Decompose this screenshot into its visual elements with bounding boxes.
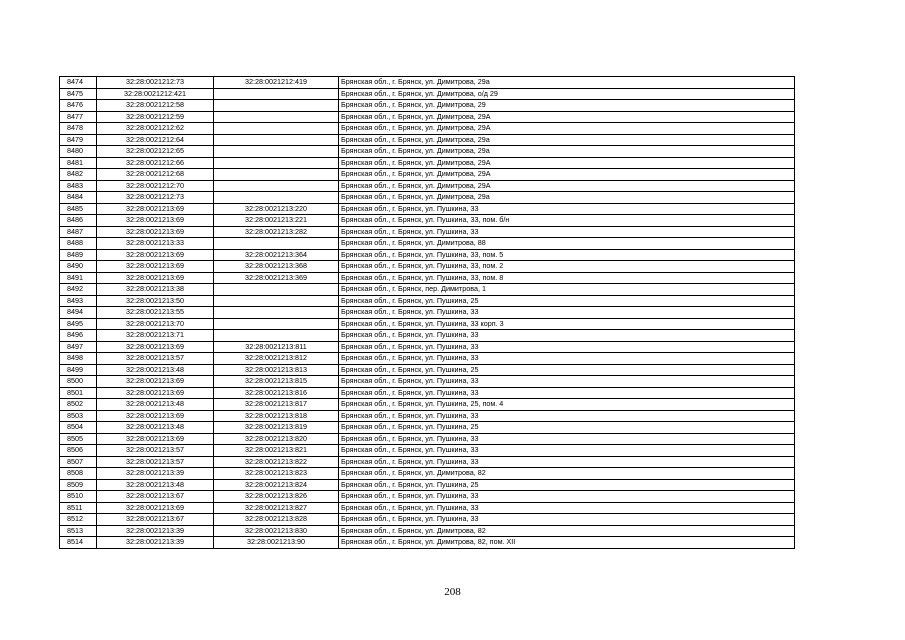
cell-object-cadastral-number: 32:28:0021213:282 — [214, 226, 339, 238]
table-row — [60, 410, 795, 422]
cell-row-number: 8498 — [60, 353, 97, 365]
table-row — [60, 456, 795, 468]
cell-object-cadastral-number: 32:28:0021213:364 — [214, 249, 339, 261]
cell-cadastral-number: 32:28:0021212:65 — [97, 146, 214, 158]
cell-row-number: 8494 — [60, 307, 97, 319]
cell-address: Брянская обл., г. Брянск, ул. Димитрова, 29А — [339, 180, 795, 192]
cell-row-number: 8499 — [60, 364, 97, 376]
cell-address: Брянская обл., г. Брянск, ул. Пушкина, 25 — [339, 364, 795, 376]
table-row — [60, 180, 795, 192]
cell-address: Брянская обл., г. Брянск, ул. Пушкина, 25 — [339, 295, 795, 307]
cell-object-cadastral-number — [214, 307, 339, 319]
cell-cadastral-number: 32:28:0021213:69 — [97, 433, 214, 445]
table-row — [60, 330, 795, 342]
cell-cadastral-number: 32:28:0021213:48 — [97, 422, 214, 434]
cell-row-number: 8501 — [60, 387, 97, 399]
table-row — [60, 261, 795, 273]
cell-row-number: 8508 — [60, 468, 97, 480]
table-row — [60, 376, 795, 388]
cell-row-number: 8488 — [60, 238, 97, 250]
table-row — [60, 514, 795, 526]
cell-row-number: 8491 — [60, 272, 97, 284]
cell-object-cadastral-number: 32:28:0021213:815 — [214, 376, 339, 388]
table-row — [60, 88, 795, 100]
cell-cadastral-number: 32:28:0021213:33 — [97, 238, 214, 250]
table-row — [60, 111, 795, 123]
cell-cadastral-number: 32:28:0021213:50 — [97, 295, 214, 307]
cell-object-cadastral-number — [214, 180, 339, 192]
cell-object-cadastral-number — [214, 318, 339, 330]
table-row — [60, 203, 795, 215]
cell-object-cadastral-number: 32:28:0021213:221 — [214, 215, 339, 227]
table-row — [60, 353, 795, 365]
table-row — [60, 364, 795, 376]
cell-object-cadastral-number — [214, 330, 339, 342]
cell-row-number: 8477 — [60, 111, 97, 123]
cell-object-cadastral-number: 32:28:0021213:813 — [214, 364, 339, 376]
table-row — [60, 387, 795, 399]
table-row — [60, 422, 795, 434]
table-row — [60, 169, 795, 181]
cell-row-number: 8514 — [60, 537, 97, 549]
cell-row-number: 8480 — [60, 146, 97, 158]
cell-object-cadastral-number: 32:28:0021213:816 — [214, 387, 339, 399]
cell-address: Брянская обл., г. Брянск, ул. Пушкина, 33 — [339, 514, 795, 526]
cell-row-number: 8483 — [60, 180, 97, 192]
table-row — [60, 215, 795, 227]
cell-row-number: 8479 — [60, 134, 97, 146]
cell-object-cadastral-number: 32:28:0021213:90 — [214, 537, 339, 549]
cell-row-number: 8495 — [60, 318, 97, 330]
cell-object-cadastral-number: 32:28:0021213:817 — [214, 399, 339, 411]
cell-address: Брянская обл., г. Брянск, ул. Пушкина, 33 — [339, 410, 795, 422]
cell-object-cadastral-number — [214, 134, 339, 146]
table-row — [60, 307, 795, 319]
cell-cadastral-number: 32:28:0021213:69 — [97, 341, 214, 353]
cell-address: Брянская обл., г. Брянск, ул. Пушкина, 25 — [339, 479, 795, 491]
table-row — [60, 537, 795, 549]
cell-cadastral-number: 32:28:0021213:48 — [97, 479, 214, 491]
cell-address: Брянская обл., г. Брянск, ул. Пушкина, 33 — [339, 376, 795, 388]
cell-cadastral-number: 32:28:0021213:69 — [97, 376, 214, 388]
cell-row-number: 8496 — [60, 330, 97, 342]
cell-row-number: 8478 — [60, 123, 97, 135]
table-row — [60, 445, 795, 457]
cell-object-cadastral-number — [214, 192, 339, 204]
cell-cadastral-number: 32:28:0021213:48 — [97, 399, 214, 411]
table-row — [60, 468, 795, 480]
cell-object-cadastral-number — [214, 100, 339, 112]
cell-cadastral-number: 32:28:0021212:64 — [97, 134, 214, 146]
cell-row-number: 8500 — [60, 376, 97, 388]
cell-address: Брянская обл., г. Брянск, ул. Димитрова, 82, пом. XII — [339, 537, 795, 549]
cell-row-number: 8506 — [60, 445, 97, 457]
cell-cadastral-number: 32:28:0021213:57 — [97, 353, 214, 365]
cell-row-number: 8504 — [60, 422, 97, 434]
cell-cadastral-number: 32:28:0021212:66 — [97, 157, 214, 169]
table-body — [60, 77, 795, 549]
cell-object-cadastral-number — [214, 238, 339, 250]
cell-address: Брянская обл., г. Брянск, ул. Димитрова, 29а — [339, 192, 795, 204]
cell-row-number: 8492 — [60, 284, 97, 296]
cell-cadastral-number: 32:28:0021213:55 — [97, 307, 214, 319]
cell-object-cadastral-number: 32:28:0021213:821 — [214, 445, 339, 457]
cell-row-number: 8489 — [60, 249, 97, 261]
cell-row-number: 8513 — [60, 525, 97, 537]
cell-address: Брянская обл., г. Брянск, ул. Пушкина, 33, пом. б/н — [339, 215, 795, 227]
cell-object-cadastral-number: 32:28:0021213:819 — [214, 422, 339, 434]
page-number: 208 — [444, 586, 461, 598]
cell-row-number: 8490 — [60, 261, 97, 273]
cell-address: Брянская обл., г. Брянск, ул. Димитрова, 29а — [339, 77, 795, 89]
cell-row-number: 8486 — [60, 215, 97, 227]
cell-address: Брянская обл., г. Брянск, ул. Пушкина, 33, пом. 5 — [339, 249, 795, 261]
table-row — [60, 502, 795, 514]
cell-cadastral-number: 32:28:0021212:73 — [97, 192, 214, 204]
cell-address: Брянская обл., г. Брянск, ул. Димитрова, 29 — [339, 100, 795, 112]
cell-cadastral-number: 32:28:0021213:38 — [97, 284, 214, 296]
cell-row-number: 8475 — [60, 88, 97, 100]
cell-object-cadastral-number: 32:28:0021213:828 — [214, 514, 339, 526]
cell-cadastral-number: 32:28:0021213:69 — [97, 261, 214, 273]
cell-address: Брянская обл., г. Брянск, ул. Димитрова, 88 — [339, 238, 795, 250]
cell-address: Брянская обл., г. Брянск, ул. Димитрова, 29А — [339, 123, 795, 135]
cell-object-cadastral-number — [214, 146, 339, 158]
cell-row-number: 8493 — [60, 295, 97, 307]
cell-cadastral-number: 32:28:0021213:39 — [97, 525, 214, 537]
cell-address: Брянская обл., г. Брянск, ул. Димитрова, 29а — [339, 146, 795, 158]
cell-object-cadastral-number — [214, 88, 339, 100]
cell-cadastral-number: 32:28:0021213:71 — [97, 330, 214, 342]
cell-address: Брянская обл., г. Брянск, ул. Пушкина, 25, пом. 4 — [339, 399, 795, 411]
cell-cadastral-number: 32:28:0021213:39 — [97, 537, 214, 549]
cell-address: Брянская обл., г. Брянск, ул. Пушкина, 33 — [339, 456, 795, 468]
table-row — [60, 157, 795, 169]
cell-object-cadastral-number: 32:28:0021212:419 — [214, 77, 339, 89]
cell-row-number: 8510 — [60, 491, 97, 503]
cell-cadastral-number: 32:28:0021212:68 — [97, 169, 214, 181]
cell-object-cadastral-number: 32:28:0021213:818 — [214, 410, 339, 422]
cell-address: Брянская обл., г. Брянск, ул. Пушкина, 33 корп. 3 — [339, 318, 795, 330]
cell-cadastral-number: 32:28:0021213:70 — [97, 318, 214, 330]
table-row — [60, 284, 795, 296]
cell-row-number: 8503 — [60, 410, 97, 422]
cell-address: Брянская обл., г. Брянск, пер. Димитрова, 1 — [339, 284, 795, 296]
table-row — [60, 318, 795, 330]
cell-object-cadastral-number — [214, 123, 339, 135]
table-row — [60, 100, 795, 112]
cell-row-number: 8487 — [60, 226, 97, 238]
cell-object-cadastral-number — [214, 157, 339, 169]
table-row — [60, 249, 795, 261]
cell-object-cadastral-number: 32:28:0021213:830 — [214, 525, 339, 537]
table-row — [60, 226, 795, 238]
cell-address: Брянская обл., г. Брянск, ул. Пушкина, 33 — [339, 433, 795, 445]
cell-cadastral-number: 32:28:0021213:57 — [97, 456, 214, 468]
cadastral-table — [59, 76, 795, 549]
cell-address: Брянская обл., г. Брянск, ул. Пушкина, 33 — [339, 353, 795, 365]
cell-address: Брянская обл., г. Брянск, ул. Пушкина, 25 — [339, 422, 795, 434]
table-row — [60, 525, 795, 537]
table-row — [60, 491, 795, 503]
cell-row-number: 8507 — [60, 456, 97, 468]
cell-address: Брянская обл., г. Брянск, ул. Пушкина, 33 — [339, 387, 795, 399]
cell-row-number: 8476 — [60, 100, 97, 112]
cell-object-cadastral-number: 32:28:0021213:823 — [214, 468, 339, 480]
cell-row-number: 8511 — [60, 502, 97, 514]
table-row — [60, 146, 795, 158]
table-row — [60, 433, 795, 445]
cell-row-number: 8484 — [60, 192, 97, 204]
table-row — [60, 295, 795, 307]
cell-object-cadastral-number: 32:28:0021213:824 — [214, 479, 339, 491]
table-row — [60, 479, 795, 491]
cell-address: Брянская обл., г. Брянск, ул. Пушкина, 33 — [339, 502, 795, 514]
cell-address: Брянская обл., г. Брянск, ул. Пушкина, 33 — [339, 307, 795, 319]
table-row — [60, 77, 795, 89]
table-row — [60, 123, 795, 135]
cell-address: Брянская обл., г. Брянск, ул. Димитрова, 82 — [339, 525, 795, 537]
cell-cadastral-number: 32:28:0021213:69 — [97, 249, 214, 261]
cell-cadastral-number: 32:28:0021213:57 — [97, 445, 214, 457]
cell-address: Брянская обл., г. Брянск, ул. Пушкина, 33 — [339, 445, 795, 457]
cell-address: Брянская обл., г. Брянск, ул. Пушкина, 33 — [339, 226, 795, 238]
cell-cadastral-number: 32:28:0021213:69 — [97, 387, 214, 399]
cell-object-cadastral-number: 32:28:0021213:826 — [214, 491, 339, 503]
cell-address: Брянская обл., г. Брянск, ул. Пушкина, 33 — [339, 491, 795, 503]
cell-object-cadastral-number: 32:28:0021213:369 — [214, 272, 339, 284]
cell-cadastral-number: 32:28:0021212:73 — [97, 77, 214, 89]
cell-cadastral-number: 32:28:0021213:67 — [97, 491, 214, 503]
cell-cadastral-number: 32:28:0021212:58 — [97, 100, 214, 112]
cell-row-number: 8509 — [60, 479, 97, 491]
cell-cadastral-number: 32:28:0021212:421 — [97, 88, 214, 100]
cell-cadastral-number: 32:28:0021213:69 — [97, 272, 214, 284]
cell-cadastral-number: 32:28:0021213:69 — [97, 502, 214, 514]
cell-address: Брянская обл., г. Брянск, ул. Пушкина, 33, пом. 8 — [339, 272, 795, 284]
cell-cadastral-number: 32:28:0021213:67 — [97, 514, 214, 526]
cell-cadastral-number: 32:28:0021213:69 — [97, 203, 214, 215]
table-row — [60, 134, 795, 146]
cell-cadastral-number: 32:28:0021213:69 — [97, 226, 214, 238]
cell-address: Брянская обл., г. Брянск, ул. Димитрова, 29А — [339, 111, 795, 123]
cell-object-cadastral-number: 32:28:0021213:368 — [214, 261, 339, 273]
cell-object-cadastral-number: 32:28:0021213:820 — [214, 433, 339, 445]
cell-row-number: 8482 — [60, 169, 97, 181]
table-row — [60, 192, 795, 204]
cell-cadastral-number: 32:28:0021212:70 — [97, 180, 214, 192]
cell-address: Брянская обл., г. Брянск, ул. Димитрова, о/д 29 — [339, 88, 795, 100]
cell-row-number: 8485 — [60, 203, 97, 215]
cell-address: Брянская обл., г. Брянск, ул. Димитрова, 29а — [339, 134, 795, 146]
cell-cadastral-number: 32:28:0021212:62 — [97, 123, 214, 135]
cell-row-number: 8512 — [60, 514, 97, 526]
cell-address: Брянская обл., г. Брянск, ул. Пушкина, 33 — [339, 341, 795, 353]
cell-object-cadastral-number — [214, 295, 339, 307]
cell-object-cadastral-number: 32:28:0021213:811 — [214, 341, 339, 353]
cell-address: Брянская обл., г. Брянск, ул. Пушкина, 33, пом. 2 — [339, 261, 795, 273]
cell-object-cadastral-number — [214, 169, 339, 181]
cell-row-number: 8474 — [60, 77, 97, 89]
cell-object-cadastral-number: 32:28:0021213:827 — [214, 502, 339, 514]
cell-row-number: 8481 — [60, 157, 97, 169]
cell-address: Брянская обл., г. Брянск, ул. Пушкина, 33 — [339, 203, 795, 215]
cell-address: Брянская обл., г. Брянск, ул. Димитрова, 82 — [339, 468, 795, 480]
cell-cadastral-number: 32:28:0021213:48 — [97, 364, 214, 376]
cell-cadastral-number: 32:28:0021213:69 — [97, 410, 214, 422]
cell-object-cadastral-number — [214, 111, 339, 123]
cell-object-cadastral-number — [214, 284, 339, 296]
table-row — [60, 341, 795, 353]
cell-object-cadastral-number: 32:28:0021213:220 — [214, 203, 339, 215]
cell-cadastral-number: 32:28:0021213:39 — [97, 468, 214, 480]
cell-row-number: 8502 — [60, 399, 97, 411]
cell-address: Брянская обл., г. Брянск, ул. Димитрова, 29А — [339, 157, 795, 169]
cell-row-number: 8497 — [60, 341, 97, 353]
cell-row-number: 8505 — [60, 433, 97, 445]
cell-cadastral-number: 32:28:0021212:59 — [97, 111, 214, 123]
cell-address: Брянская обл., г. Брянск, ул. Димитрова, 29А — [339, 169, 795, 181]
cell-object-cadastral-number: 32:28:0021213:822 — [214, 456, 339, 468]
table-row — [60, 238, 795, 250]
table-row — [60, 399, 795, 411]
cell-cadastral-number: 32:28:0021213:69 — [97, 215, 214, 227]
table-row — [60, 272, 795, 284]
cell-object-cadastral-number: 32:28:0021213:812 — [214, 353, 339, 365]
cell-address: Брянская обл., г. Брянск, ул. Пушкина, 33 — [339, 330, 795, 342]
